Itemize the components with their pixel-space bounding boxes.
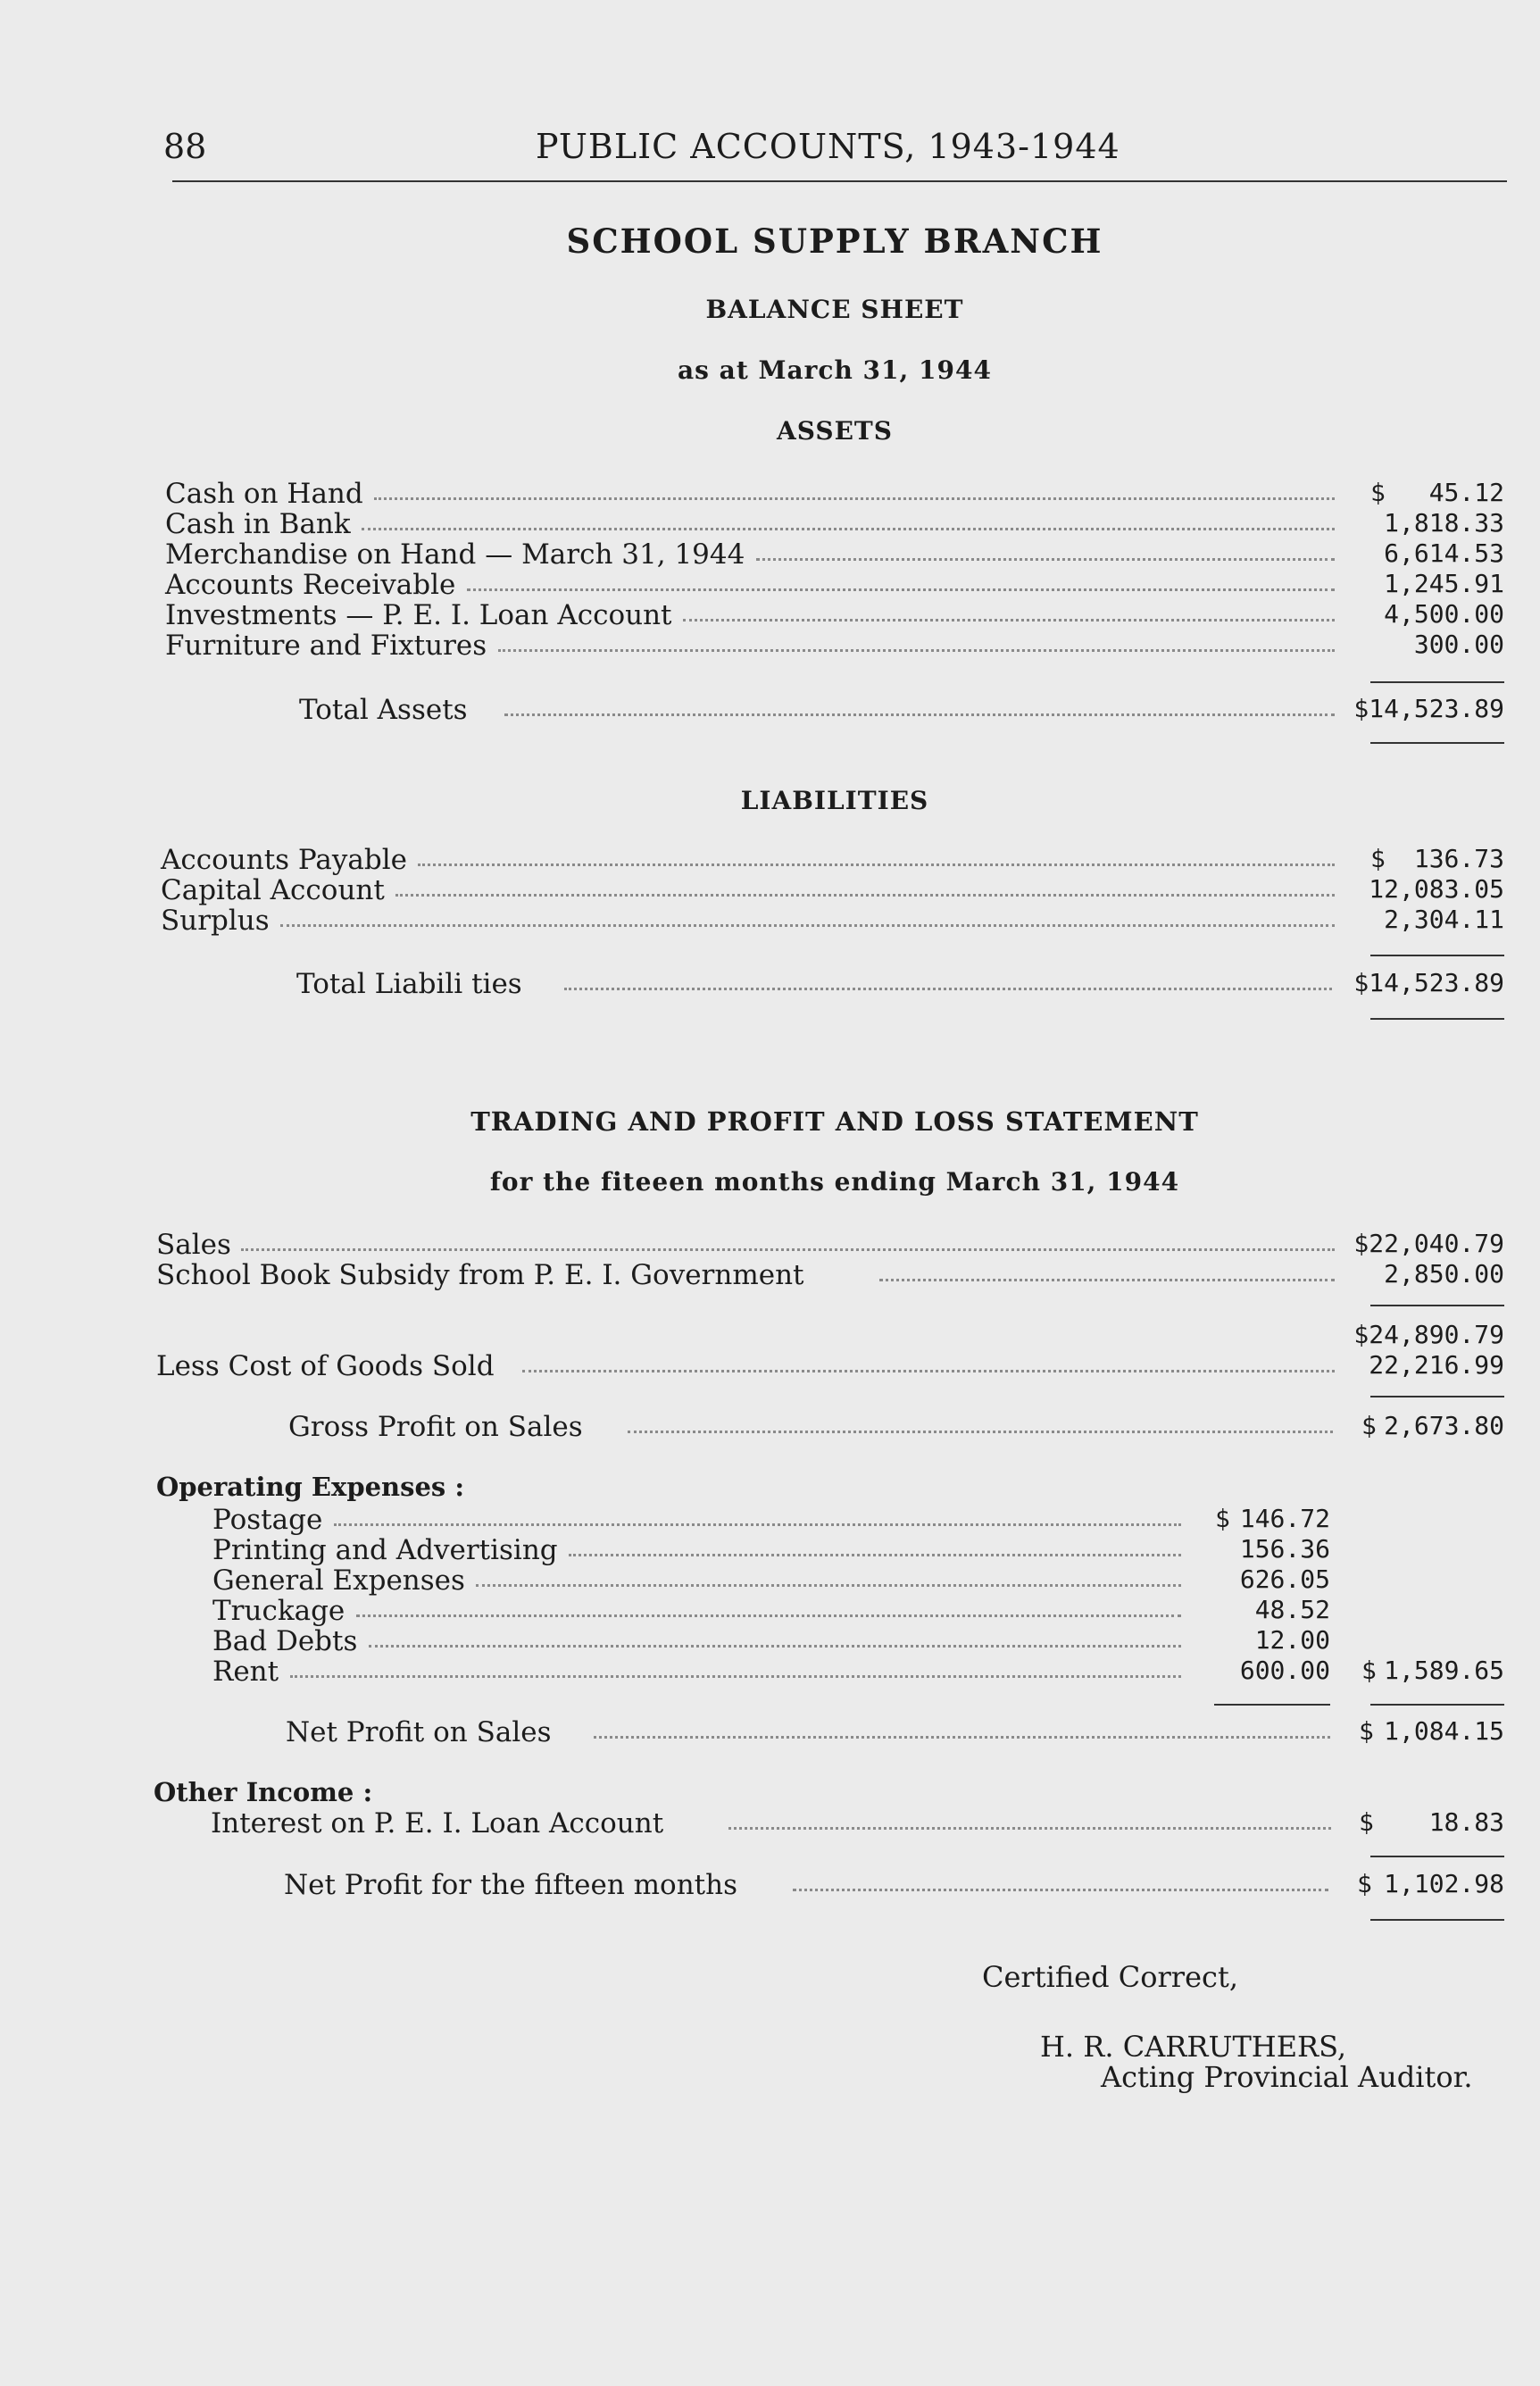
leader-dots [522, 1367, 1335, 1372]
total-assets-row [299, 694, 1504, 724]
liability-row-label: Surplus [161, 905, 270, 937]
asset-row-label: Merchandise on Hand — March 31, 1944 [165, 538, 745, 571]
expense-row-amount: 600.00 [1239, 1656, 1330, 1685]
expense-row [212, 1656, 1330, 1686]
total-assets-label: Total Assets [299, 694, 468, 726]
leader-dots [628, 1428, 1333, 1433]
net-profit-amount: 1,102.98 [1384, 1869, 1504, 1898]
gross-profit-row [288, 1411, 1504, 1441]
leader-dots [290, 1673, 1181, 1678]
operating-total-dollar: $ [1361, 1656, 1377, 1685]
liability-row [161, 844, 1504, 874]
asset-row [165, 599, 1504, 630]
cost-of-goods-amount: 22,216.99 [1369, 1350, 1504, 1380]
operating-total-amount: 1,589.65 [1384, 1656, 1504, 1685]
leader-dots [569, 1551, 1181, 1556]
interest-amount: 18.83 [1428, 1807, 1504, 1837]
net-profit-row [284, 1869, 1504, 1899]
net-profit-label: Net Profit for the fifteen months [284, 1869, 738, 1901]
expense-row [212, 1534, 1330, 1564]
operating-total-row [1357, 1656, 1504, 1686]
liability-row [161, 905, 1504, 935]
asset-row-amount: 45.12 [1428, 478, 1504, 507]
assets-heading: ASSETS [777, 416, 893, 446]
expense-row-amount: 156.36 [1239, 1534, 1330, 1564]
expense-row-amount: 48.52 [1254, 1595, 1330, 1624]
asset-row-amount: 1,818.33 [1384, 508, 1504, 538]
leader-dots [280, 922, 1335, 927]
cost-of-goods-label: Less Cost of Goods Sold [156, 1350, 495, 1382]
leader-dots [504, 711, 1335, 716]
liabilities-heading: LIABILITIES [740, 786, 929, 815]
net-profit-rule [1370, 1919, 1504, 1921]
leader-dots [369, 1642, 1181, 1648]
leader-dots [362, 525, 1335, 530]
subsidy-row [156, 1259, 1504, 1289]
interest-rule [1370, 1856, 1504, 1857]
total-liabilities-label: Total Liabili ties [296, 968, 522, 1000]
cost-of-goods-row [156, 1350, 1504, 1381]
asset-row-amount: 1,245.91 [1384, 569, 1504, 598]
assets-total-rule [1370, 742, 1504, 744]
cost-rule [1370, 1396, 1504, 1397]
asset-row [165, 508, 1504, 538]
subsidy-amount: 2,850.00 [1384, 1259, 1504, 1289]
expense-row-label: Truckage [212, 1595, 345, 1627]
asset-row [165, 478, 1504, 508]
liability-row-label: Accounts Payable [161, 844, 407, 876]
asset-row-label: Investments — P. E. I. Loan Account [165, 599, 672, 631]
auditor-name: H. R. CARRUTHERS, [1040, 2030, 1347, 2064]
sales-amount: $22,040.79 [1353, 1229, 1504, 1258]
sales-subtotal-rule [1370, 1305, 1504, 1306]
asset-row-label: Cash in Bank [165, 508, 351, 540]
header-rule [172, 180, 1507, 182]
leader-dots [879, 1276, 1335, 1281]
trading-period: for the fiteeen months ending March 31, 1944 [489, 1167, 1180, 1197]
expense-row-label: General Expenses [212, 1564, 465, 1597]
leader-dots [683, 616, 1335, 622]
total-liabilities-amount: $14,523.89 [1353, 968, 1504, 997]
gross-profit-label: Gross Profit on Sales [288, 1411, 583, 1443]
leader-dots [728, 1824, 1331, 1830]
subsidy-label: School Book Subsidy from P. E. I. Government [156, 1259, 804, 1291]
liability-row-amount: 12,083.05 [1369, 874, 1504, 904]
expense-row-label: Rent [212, 1656, 279, 1688]
asset-row-label: Accounts Receivable [165, 569, 456, 601]
other-income-heading: Other Income : [154, 1777, 373, 1807]
net-profit-sales-row [286, 1716, 1504, 1747]
expense-row [212, 1595, 1330, 1625]
operating-expenses-heading: Operating Expenses : [156, 1472, 465, 1502]
expense-row-amount: 626.05 [1239, 1564, 1330, 1594]
liability-row-dollar: $ [1370, 844, 1386, 873]
leader-dots [756, 555, 1335, 561]
subtotal-row [156, 1320, 1504, 1350]
sales-label: Sales [156, 1229, 231, 1261]
leader-dots [418, 861, 1335, 866]
certified-correct: Certified Correct, [982, 1960, 1238, 1994]
asset-row-dollar: $ [1370, 478, 1386, 507]
interest-dollar: $ [1359, 1807, 1374, 1837]
expense-row-dollar: $ [1215, 1504, 1230, 1533]
leader-dots [374, 495, 1335, 500]
asset-row-label: Cash on Hand [165, 478, 363, 510]
asset-row [165, 630, 1504, 660]
expense-row-amount: 146.72 [1239, 1504, 1330, 1533]
leader-dots [241, 1246, 1335, 1251]
leader-dots [594, 1733, 1330, 1739]
assets-subtotal-rule [1370, 681, 1504, 683]
operating-total-rule [1370, 1704, 1504, 1706]
liability-row-label: Capital Account [161, 874, 385, 906]
gross-profit-dollar: $ [1361, 1411, 1377, 1440]
expense-row [212, 1504, 1330, 1534]
expense-row-label: Printing and Advertising [212, 1534, 558, 1566]
balance-sheet-date: as at March 31, 1944 [678, 355, 992, 385]
expense-row-amount: 12.00 [1254, 1625, 1330, 1655]
balance-sheet-title: BALANCE SHEET [705, 295, 964, 324]
trading-title: TRADING AND PROFIT AND LOSS STATEMENT [470, 1106, 1199, 1137]
page-number: 88 [163, 127, 207, 166]
liabilities-subtotal-rule [1370, 955, 1504, 956]
asset-row [165, 569, 1504, 599]
asset-row-amount: 4,500.00 [1384, 599, 1504, 629]
expense-row-label: Postage [212, 1504, 323, 1536]
net-profit-sales-label: Net Profit on Sales [286, 1716, 552, 1748]
asset-row-label: Furniture and Fixtures [165, 630, 487, 662]
liability-row-amount: 2,304.11 [1384, 905, 1504, 934]
asset-row-amount: 300.00 [1413, 630, 1504, 659]
liability-row [161, 874, 1504, 905]
operating-rule [1214, 1704, 1330, 1706]
total-assets-amount: $14,523.89 [1353, 694, 1504, 723]
interest-row [211, 1807, 1504, 1838]
net-profit-sales-dollar: $ [1359, 1716, 1374, 1746]
asset-row [165, 538, 1504, 569]
leader-dots [793, 1886, 1328, 1891]
leader-dots [395, 891, 1335, 897]
sales-row [156, 1229, 1504, 1259]
leader-dots [334, 1521, 1181, 1526]
expense-row [212, 1564, 1330, 1595]
total-liabilities-row [296, 968, 1504, 998]
asset-row-amount: 6,614.53 [1384, 538, 1504, 568]
expense-row [212, 1625, 1330, 1656]
interest-label: Interest on P. E. I. Loan Account [211, 1807, 664, 1840]
leader-dots [356, 1612, 1181, 1617]
liability-row-amount: 136.73 [1413, 844, 1504, 873]
branch-title: SCHOOL SUPPLY BRANCH [566, 221, 1103, 261]
gross-profit-amount: 2,673.80 [1384, 1411, 1504, 1440]
net-profit-dollar: $ [1357, 1869, 1372, 1898]
leader-dots [564, 985, 1332, 990]
leader-dots [498, 647, 1335, 652]
expense-row-label: Bad Debts [212, 1625, 358, 1657]
auditor-role: Acting Provincial Auditor. [1101, 2060, 1473, 2094]
leader-dots [476, 1581, 1181, 1587]
sales-subtotal-amount: $24,890.79 [1353, 1320, 1504, 1349]
liabilities-total-rule [1370, 1018, 1504, 1020]
leader-dots [467, 586, 1335, 591]
net-profit-sales-amount: 1,084.15 [1384, 1716, 1504, 1746]
running-header: PUBLIC ACCOUNTS, 1943-1944 [536, 127, 1120, 166]
